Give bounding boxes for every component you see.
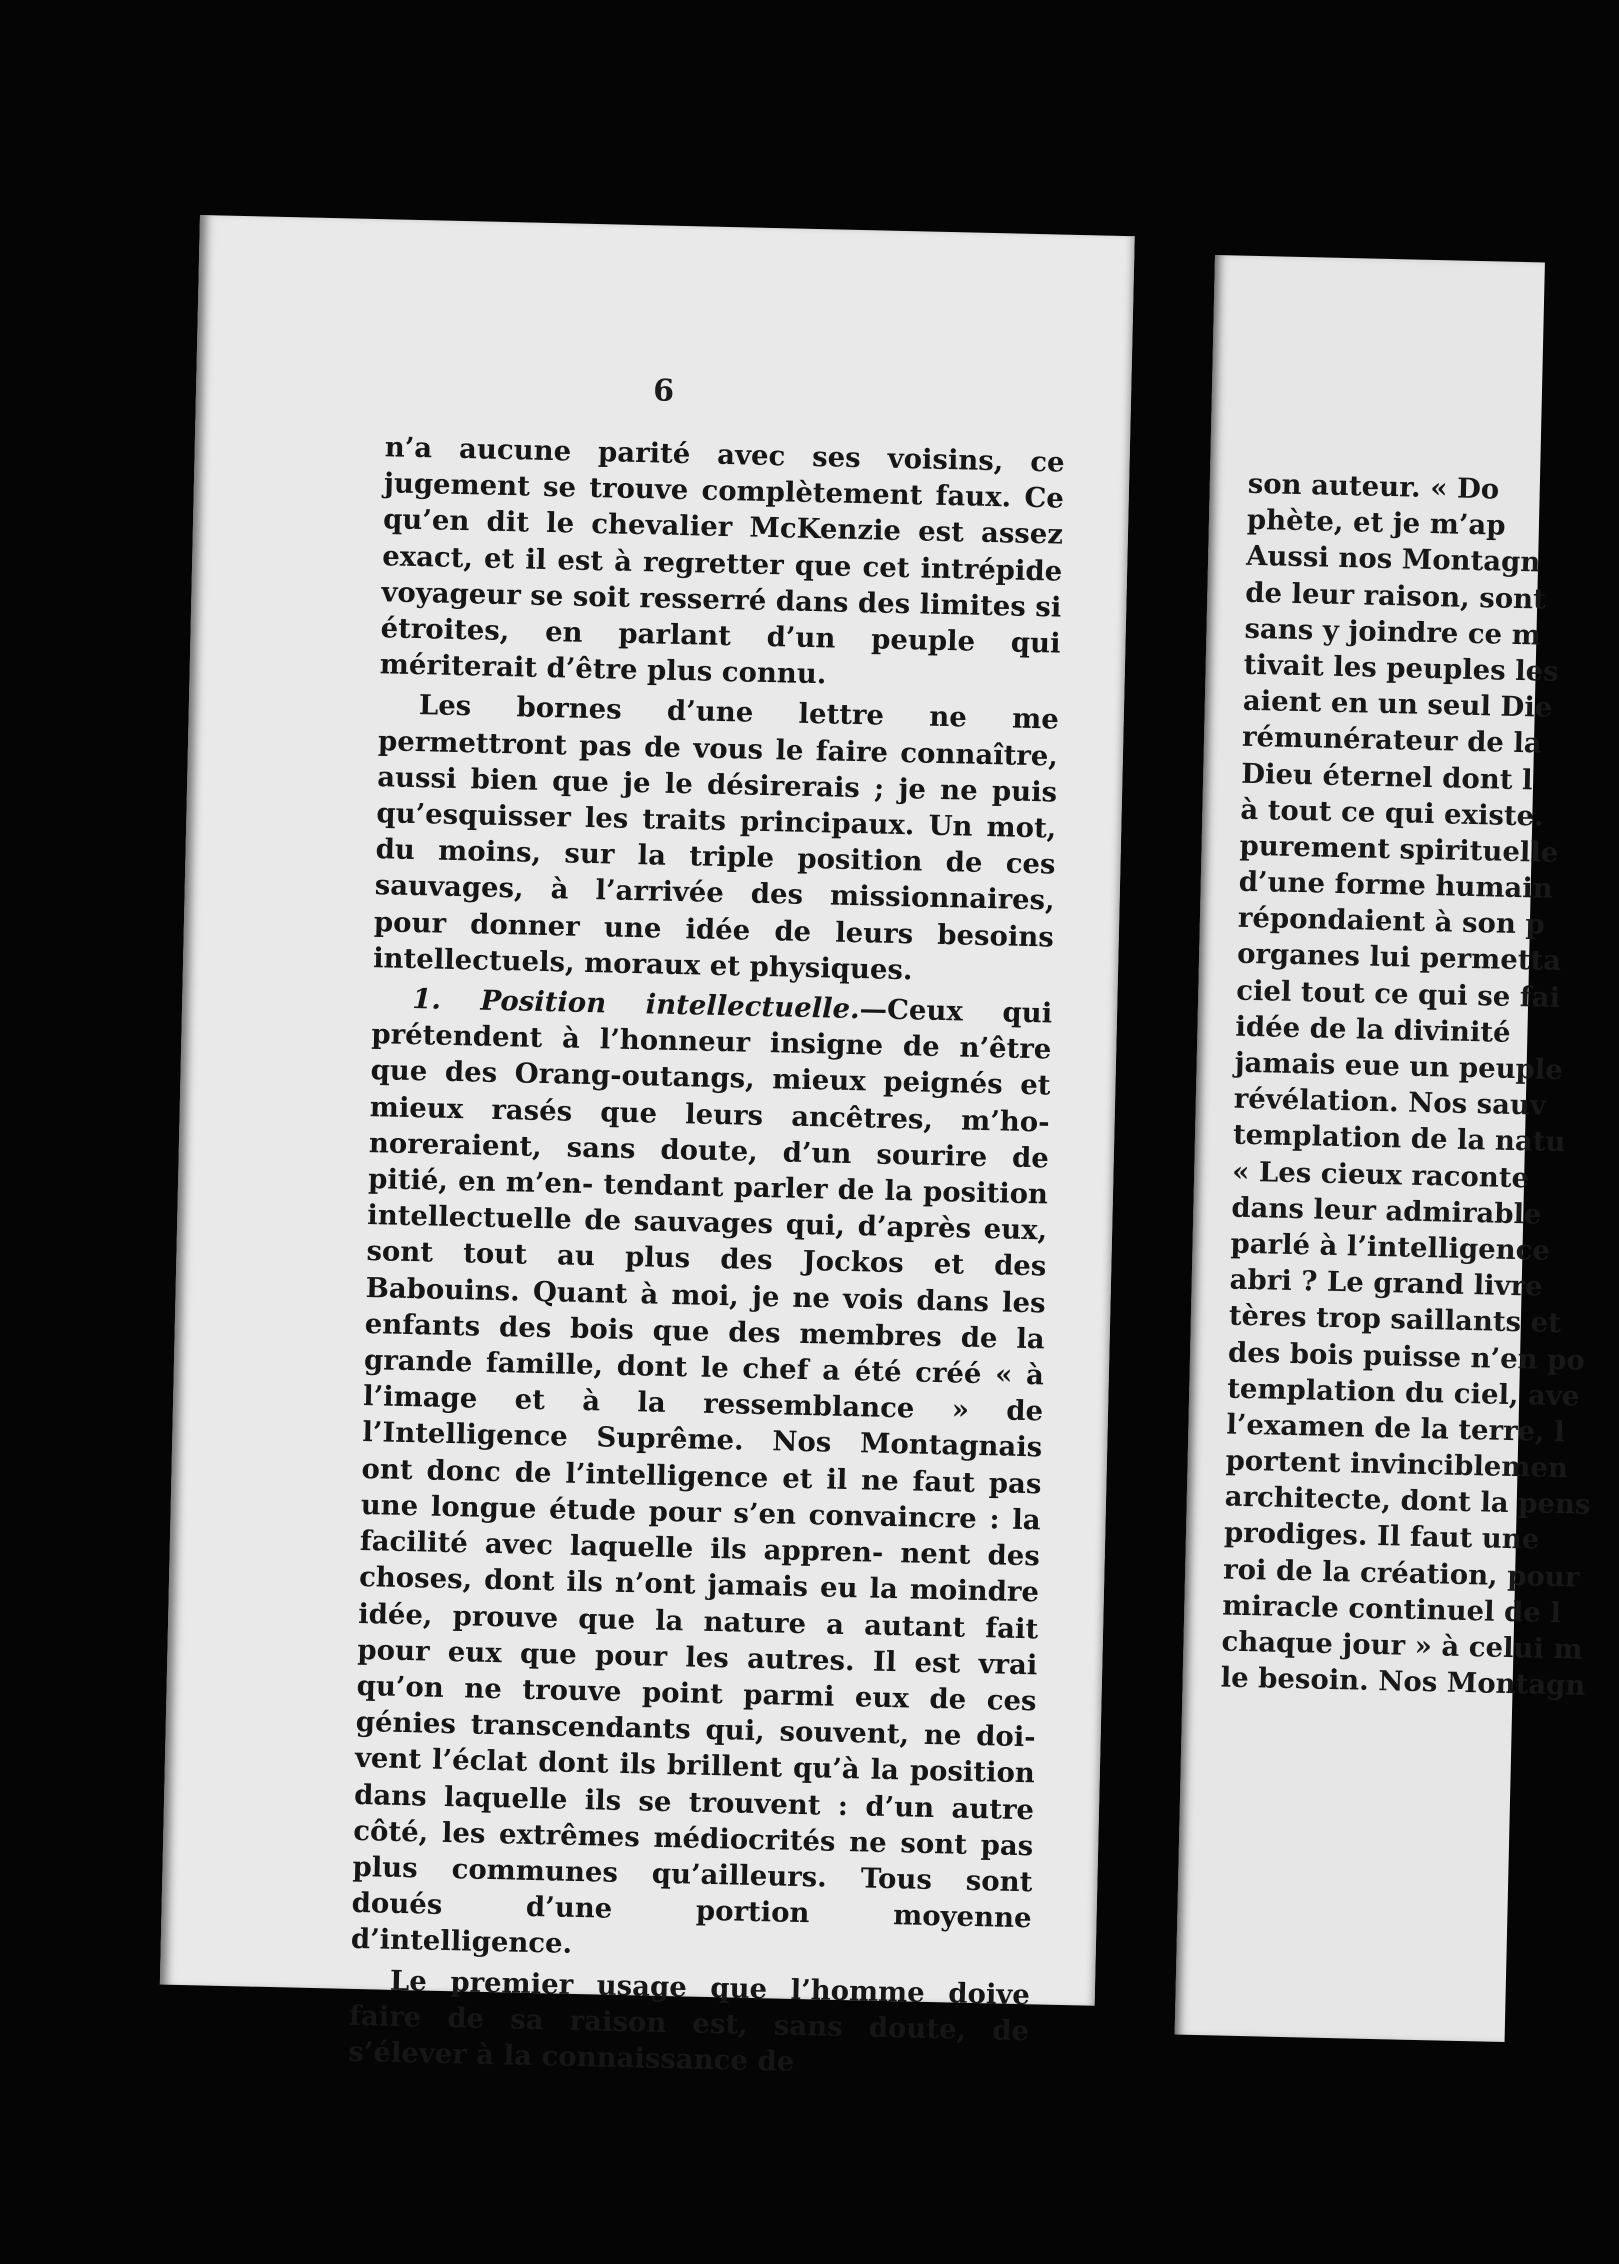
text-line: architecte, dont la pens [1224, 1480, 1591, 1522]
text-line: purement spirituelle [1239, 829, 1559, 869]
text-line: répondaient à son p [1237, 901, 1546, 941]
text-line: trouve complètement faux. Ce qu’en dit le chevalier [382, 472, 1065, 544]
text-line: des missionnaires, pour donner une idée de leurs besoins [373, 878, 1056, 954]
text-line: laquelle ils se trouvent : d’un autre côté, les extrêmes [353, 1780, 1035, 1854]
text-line: prodiges. Il faut une [1223, 1516, 1540, 1557]
text-line: chef a été créé « à l’image et à la ressemblance » de [362, 1352, 1045, 1428]
paragraph-2 [373, 687, 1059, 992]
text-line: —Ceux qui prétendent à [371, 993, 1053, 1056]
text-line: Tous sont doués d’une portion moyenne d’intelligence. [350, 1862, 1033, 1961]
left-page-body [348, 429, 1065, 2089]
text-line: n’a aucune parité avec ses voisins, ce jugement se [383, 431, 1065, 504]
text-line: rémunérateur de la [1241, 721, 1543, 760]
text-line: ne puis qu’esquisser les traits principaux. Un mot, du [375, 773, 1058, 867]
text-line: phète, et je m’ap [1246, 503, 1506, 542]
text-line: ciel tout ce qui se fai [1235, 974, 1561, 1014]
text-line: Les bornes d’une lettre ne me permettront pas de [377, 689, 1060, 764]
text-line: roi de la création, pour [1222, 1553, 1580, 1594]
paragraph-4 [348, 1961, 1030, 2085]
text-line: vent l’éclat dont ils brillent qu’à la position dans [353, 1742, 1036, 1813]
text-line: miracle continuel de l [1222, 1589, 1562, 1630]
text-line: Aussi nos Montagn [1245, 540, 1541, 579]
text-line: abri ? Le grand livre [1229, 1263, 1543, 1303]
text-line: s’en convaincre : la facilité avec laquelle ils appren- [359, 1497, 1041, 1569]
text-line: mieux peignés et mieux rasés que leurs ancêtres, m’ho- [369, 1063, 1051, 1139]
text-line: templation du ciel, ave [1226, 1372, 1580, 1413]
text-line: son auteur. « Do [1247, 467, 1500, 506]
text-line: McKenzie est assez exact, et il est à regretter que cet [381, 511, 1064, 584]
text-line: le besoin. Nos Montagn [1220, 1661, 1586, 1702]
text-line: médiocrités ne sont pas plus communes qu’ailleurs. [352, 1821, 1034, 1894]
text-line: plus connu. [646, 654, 827, 691]
text-line: pour les autres. Il est vrai qu’on ne trouve point parmi [356, 1639, 1038, 1713]
text-line: l’examen de la terre, l [1226, 1408, 1566, 1449]
text-line: vous le faire connaître, aussi bien que je le désirerais ; je [376, 731, 1059, 806]
text-line: aient en un seul Die [1242, 684, 1553, 724]
text-line: étroites, en parlant d’un peuple qui mériterait d’être [379, 612, 1061, 687]
text-line: templation de la natu [1232, 1119, 1566, 1159]
right-page-partial [1175, 255, 1591, 2042]
text-line: Dieu éternel dont l [1240, 757, 1533, 796]
text-line: l’honneur insigne de n’être que des Orang-outangs, [370, 1023, 1052, 1096]
text-line: organes lui permetta [1236, 938, 1562, 978]
text-line: eux de ces génies transcendants qui, souvent, ne doi- [355, 1681, 1037, 1754]
text-line: Le premier usage que l’homme doive faire de sa [348, 1964, 1031, 2036]
text-line: jamais eue un peuple [1234, 1046, 1564, 1087]
paragraph-1 [379, 429, 1065, 698]
text-line: raison est, sans doute, de s’élever à la connaissance de [348, 2004, 1030, 2078]
text-line: « Les cieux raconte [1231, 1155, 1530, 1194]
text-line: tivait les peuples les [1243, 648, 1560, 688]
text-line: noreraient, sans doute, d’un sourire de pitié, en m’en- [367, 1126, 1050, 1201]
text-line: Babouins. Quant à moi, je ne vois dans les enfants [364, 1271, 1046, 1343]
text-line: de leur raison, sont [1244, 576, 1547, 616]
text-line: révélation. Nos sauv [1233, 1082, 1547, 1122]
text-line: chaque jour » à celui m [1221, 1625, 1583, 1666]
section-heading: 1. Position intellectuelle. [411, 983, 860, 1026]
text-line: tendant parler de la position intellectuelle de sauvages [366, 1168, 1049, 1241]
paragraph-3 [351, 980, 1053, 1973]
text-line: intellectuels, moraux et physiques. [372, 941, 913, 987]
text-line: l’Intelligence Suprême. Nos Montagnais ont donc de [361, 1416, 1043, 1489]
text-line: idée de la divinité [1235, 1010, 1511, 1049]
text-line: à tout ce qui existe. [1240, 793, 1545, 833]
text-line: des bois que des membres de la grande famille, dont le [363, 1310, 1046, 1385]
text-line: moins, sur la triple position de ces sauvages, à l’arrivée [374, 834, 1056, 910]
text-line: portent invinciblemen [1225, 1444, 1569, 1485]
text-line: nent des choses, dont ils n’ont jamais eu la moindre [358, 1537, 1041, 1609]
text-line: qui, d’après eux, sont tout au plus des Jockos et des [366, 1208, 1048, 1283]
text-line: dans leur admirable [1231, 1191, 1542, 1231]
text-line: idée, prouve que la nature a autant fait pour eux que [357, 1597, 1039, 1671]
right-page-text [1220, 466, 1591, 1704]
text-line: sans y joindre ce m [1244, 612, 1542, 652]
text-line: l’intelligence et il ne faut pas une longue étude pour [360, 1457, 1042, 1530]
text-line: des bois puisse n’en po [1227, 1336, 1586, 1377]
text-line: parlé à l’intelligence [1230, 1227, 1551, 1267]
page-number: 6 [652, 373, 675, 409]
text-line: d’une forme humain [1238, 865, 1554, 905]
left-page [160, 215, 1135, 2078]
text-line: intrépide voyageur se soit resserré dans des limites si [381, 552, 1063, 624]
text-line: tères trop saillants et [1228, 1299, 1562, 1340]
